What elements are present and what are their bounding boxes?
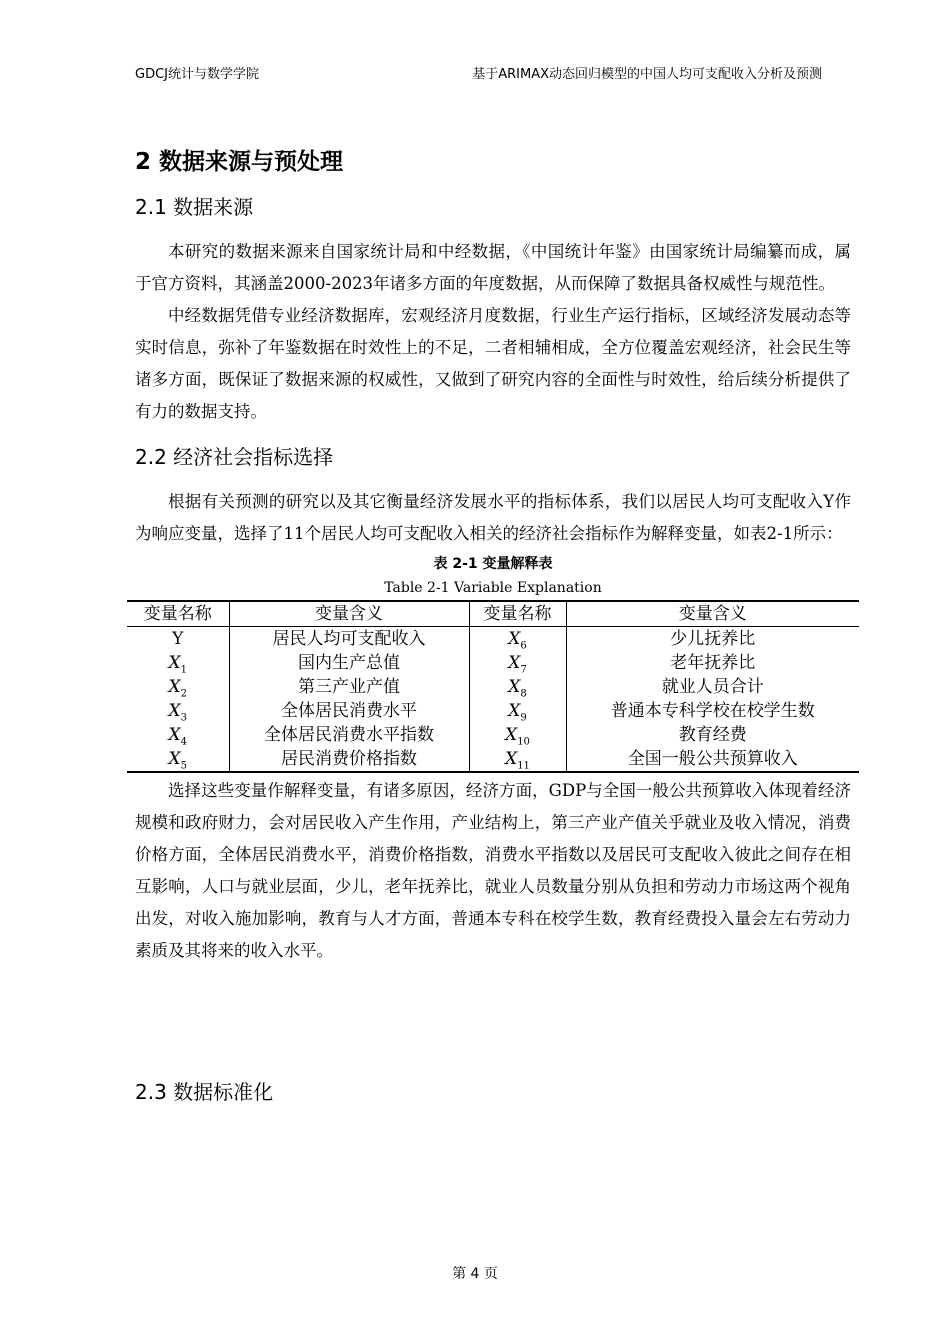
variable-name xyxy=(127,627,229,652)
variable-name xyxy=(127,651,229,675)
page-number: 第 4 页 xyxy=(452,1266,498,1282)
variable-subscript: 3 xyxy=(180,711,187,723)
variable-subscript: 10 xyxy=(517,735,530,747)
variable-symbol: X xyxy=(168,748,181,769)
variable-symbol: X xyxy=(168,676,181,697)
variable-subscript: 5 xyxy=(180,759,187,771)
variable-symbol: X xyxy=(508,628,521,649)
column-header: 变量名称 xyxy=(469,601,566,627)
variable-name xyxy=(469,699,566,723)
table-header-row xyxy=(127,601,859,627)
variable-name xyxy=(469,651,566,675)
table-row xyxy=(127,627,859,652)
column-header: 变量名称 xyxy=(127,601,229,627)
paragraph: 选择这些变量作解释变量，有诸多原因，经济方面，GDP与全国一般公共预算收入体现着经济规模和政府财力，会对居民收入产生作用，产业结构上，第三产业产值关乎就业及收入情况，消费价格方面，全体居民消费水平，消费价格指数，消费水平指数以及居民可支配收入彼此之间存在相互影响，人口与就业层面，少儿，老年抚养比，就业人员数量分别从负担和劳动力市场这两个视角出发，对收入施加影响，教育与人才方面，普通本专科在校学生数，教育经费投入量会左右劳动力素质及其将来的收入水平。 xyxy=(135,781,851,960)
paragraph: 中经数据凭借专业经济数据库，宏观经济月度数据，行业生产运行指标，区域经济发展动态等实时信息，弥补了年鉴数据在时效性上的不足，二者相辅相成，全方位覆盖宏观经济，社会民生等诸多方面，既保证了数据来源的权威性，又做到了研究内容的全面性与时效性，给后续分析提供了有力的数据支持。 xyxy=(135,306,851,421)
variable-meaning: 教育经费 xyxy=(678,724,747,745)
variable-subscript: 9 xyxy=(520,711,527,723)
table-row xyxy=(127,651,859,675)
table-container xyxy=(127,600,859,773)
variable-name xyxy=(127,699,229,723)
variable-name xyxy=(469,627,566,652)
variable-meaning: 国内生产总值 xyxy=(229,651,469,675)
variable-meaning: 就业人员合计 xyxy=(661,676,764,697)
header-title: 基于ARIMAX动态回归模型的中国人均可支配收入分析及预测 xyxy=(472,67,822,82)
variable-symbol: X xyxy=(505,724,518,745)
variable-symbol: X xyxy=(168,700,181,721)
section-2-2-title: 2.2 经济社会指标选择 xyxy=(135,445,334,469)
paragraph: 根据有关预测的研究以及其它衡量经济发展水平的指标体系，我们以居民人均可支配收入Y作为响应变量，选择了11个居民人均可支配收入相关的经济社会指标作为解释变量，如表2-1所示： xyxy=(135,492,851,543)
section-2-3-title: 2.3 数据标准化 xyxy=(135,1080,274,1104)
page-header xyxy=(135,66,851,84)
variable-meaning: 老年抚养比 xyxy=(670,652,756,673)
variable-symbol: X xyxy=(505,748,518,769)
variable-meaning: 全体居民消费水平 xyxy=(229,699,469,723)
column-header: 变量含义 xyxy=(566,601,859,627)
variable-subscript: 8 xyxy=(520,687,527,699)
variable-name xyxy=(127,723,229,747)
variable-table xyxy=(127,600,859,773)
variable-meaning: 普通本专科学校在校学生数 xyxy=(610,700,815,721)
table-caption-cn: 表 2-1 变量解释表 xyxy=(433,556,553,572)
variable-symbol: X xyxy=(168,724,181,745)
table-caption-en: Table 2-1 Variable Explanation xyxy=(384,580,602,596)
variable-meaning: 少儿抚养比 xyxy=(670,628,756,649)
header-institution: GDCJ统计与数学学院 xyxy=(135,67,259,82)
table-row xyxy=(127,723,859,747)
chapter-title: 2 数据来源与预处理 xyxy=(135,149,344,175)
variable-name xyxy=(127,675,229,699)
table-row xyxy=(127,747,859,772)
variable-symbol: X xyxy=(508,676,521,697)
variable-subscript: 4 xyxy=(180,735,187,747)
paragraph: 本研究的数据来源来自国家统计局和中经数据，《中国统计年鉴》由国家统计局编纂而成，属于官方资料，其涵盖2000-2023年诸多方面的年度数据，从而保障了数据具备权威性与规范性。 xyxy=(135,242,851,293)
variable-subscript: 1 xyxy=(180,663,187,675)
section-2-1-title: 2.1 数据来源 xyxy=(135,195,254,219)
variable-name xyxy=(469,723,566,747)
variable-symbol: X xyxy=(508,652,521,673)
variable-meaning: 第三产业产值 xyxy=(229,675,469,699)
variable-name xyxy=(469,675,566,699)
variable-subscript: 2 xyxy=(180,687,187,699)
table-row xyxy=(127,675,859,699)
variable-symbol: Y xyxy=(172,628,184,649)
variable-symbol: X xyxy=(168,652,181,673)
table-row xyxy=(127,699,859,723)
variable-symbol: X xyxy=(508,700,521,721)
variable-name xyxy=(127,747,229,772)
variable-name xyxy=(469,747,566,772)
column-header: 变量含义 xyxy=(229,601,469,627)
variable-subscript: 11 xyxy=(517,759,530,771)
variable-meaning: 全体居民消费水平指数 xyxy=(229,723,469,747)
variable-meaning: 全国一般公共预算收入 xyxy=(627,748,798,769)
variable-subscript: 7 xyxy=(520,663,527,675)
variable-meaning: 居民人均可支配收入 xyxy=(229,627,469,652)
variable-subscript: 6 xyxy=(520,639,527,651)
variable-meaning: 居民消费价格指数 xyxy=(229,747,469,772)
